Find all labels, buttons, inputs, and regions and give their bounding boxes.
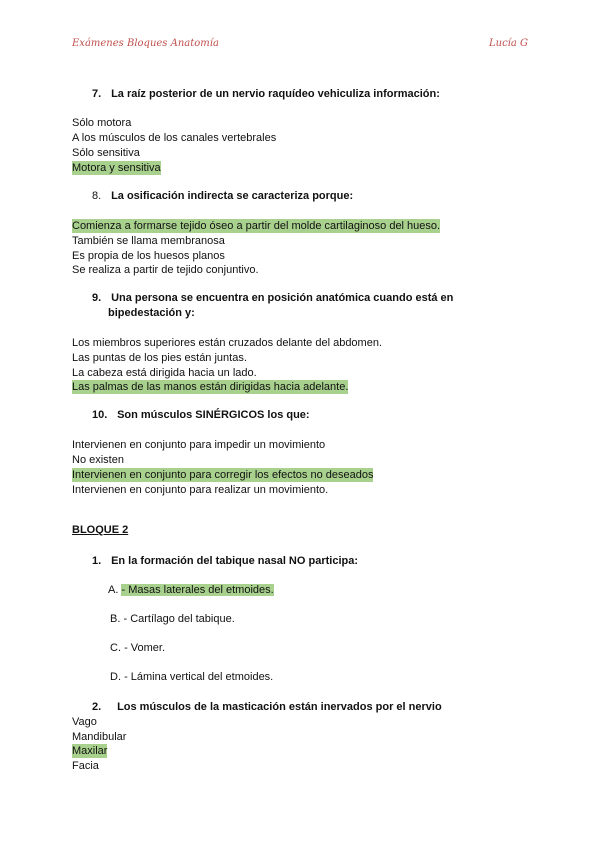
bloque2-question-1 bbox=[92, 555, 358, 567]
question-text: La raíz posterior de un nervio raquídeo vehiculiza información: bbox=[111, 88, 440, 100]
option: Sólo motora bbox=[72, 117, 132, 129]
option-correct: Maxilar bbox=[72, 745, 108, 757]
option-correct: Intervienen en conjunto para corregir los efectos no deseados bbox=[72, 469, 374, 481]
option-letter: D. bbox=[110, 671, 121, 683]
question-number: 9. bbox=[92, 292, 102, 304]
question-number: 1. bbox=[92, 555, 102, 567]
bloque2-question-2 bbox=[92, 701, 442, 713]
header-title: Exámenes Bloques Anatomía bbox=[72, 38, 219, 49]
option-text: - Lámina vertical del etmoides. bbox=[124, 671, 274, 683]
question-text: La osificación indirecta se caracteriza porque: bbox=[111, 190, 354, 202]
option: Intervienen en conjunto para realizar un movimiento. bbox=[72, 484, 329, 496]
option: Intervienen en conjunto para impedir un movimiento bbox=[72, 439, 326, 451]
question-number: 10. bbox=[92, 409, 108, 421]
question-text: Los músculos de la masticación están inervados por el nervio bbox=[117, 701, 442, 713]
question-number: 7. bbox=[92, 88, 102, 100]
option: Facia bbox=[72, 760, 99, 772]
option: La cabeza está dirigida hacia un lado. bbox=[72, 367, 257, 379]
lettered-option-b bbox=[110, 613, 235, 625]
lettered-option-a bbox=[108, 584, 274, 596]
option: No existen bbox=[72, 454, 124, 466]
question-8 bbox=[92, 190, 353, 202]
header-author: Lucía G bbox=[488, 38, 528, 49]
question-text: Una persona se encuentra en posición anatómica cuando está en bbox=[111, 292, 454, 304]
question-7 bbox=[92, 88, 440, 100]
option: Es propia de los huesos planos bbox=[72, 250, 225, 262]
option: Vago bbox=[72, 716, 97, 728]
lettered-option-c bbox=[110, 642, 165, 654]
option-text: - Cartílago del tabique. bbox=[123, 613, 235, 625]
option-text-correct: - Masas laterales del etmoides. bbox=[121, 584, 274, 596]
option-letter: A. bbox=[108, 584, 119, 596]
question-number: 2. bbox=[92, 701, 102, 713]
option: Se realiza a partir de tejido conjuntivo. bbox=[72, 264, 259, 276]
option-text: - Vomer. bbox=[124, 642, 166, 654]
option: También se llama membranosa bbox=[72, 235, 225, 247]
option: A los músculos de los canales vertebrales bbox=[72, 132, 277, 144]
section-title: BLOQUE 2 bbox=[72, 524, 129, 536]
option: Mandibular bbox=[72, 731, 127, 743]
option-correct: Motora y sensitiva bbox=[72, 162, 161, 174]
question-10 bbox=[92, 409, 310, 421]
question-text: Son músculos SINÉRGICOS los que: bbox=[117, 409, 310, 421]
question-number: 8. bbox=[92, 190, 102, 202]
question-text: En la formación del tabique nasal NO participa: bbox=[111, 555, 359, 567]
option: Los miembros superiores están cruzados delante del abdomen. bbox=[72, 337, 383, 349]
option-letter: C. bbox=[110, 642, 121, 654]
option-correct: Las palmas de las manos están dirigidas hacia adelante. bbox=[72, 381, 349, 393]
option-letter: B. bbox=[110, 613, 121, 625]
lettered-option-d bbox=[110, 671, 273, 683]
question-text-continued: bipedestación y: bbox=[108, 307, 195, 319]
option: Sólo sensitiva bbox=[72, 147, 140, 159]
option-correct: Comienza a formarse tejido óseo a partir del molde cartilaginoso del hueso. bbox=[72, 220, 441, 232]
question-9 bbox=[92, 292, 453, 304]
option: Las puntas de los pies están juntas. bbox=[72, 352, 247, 364]
